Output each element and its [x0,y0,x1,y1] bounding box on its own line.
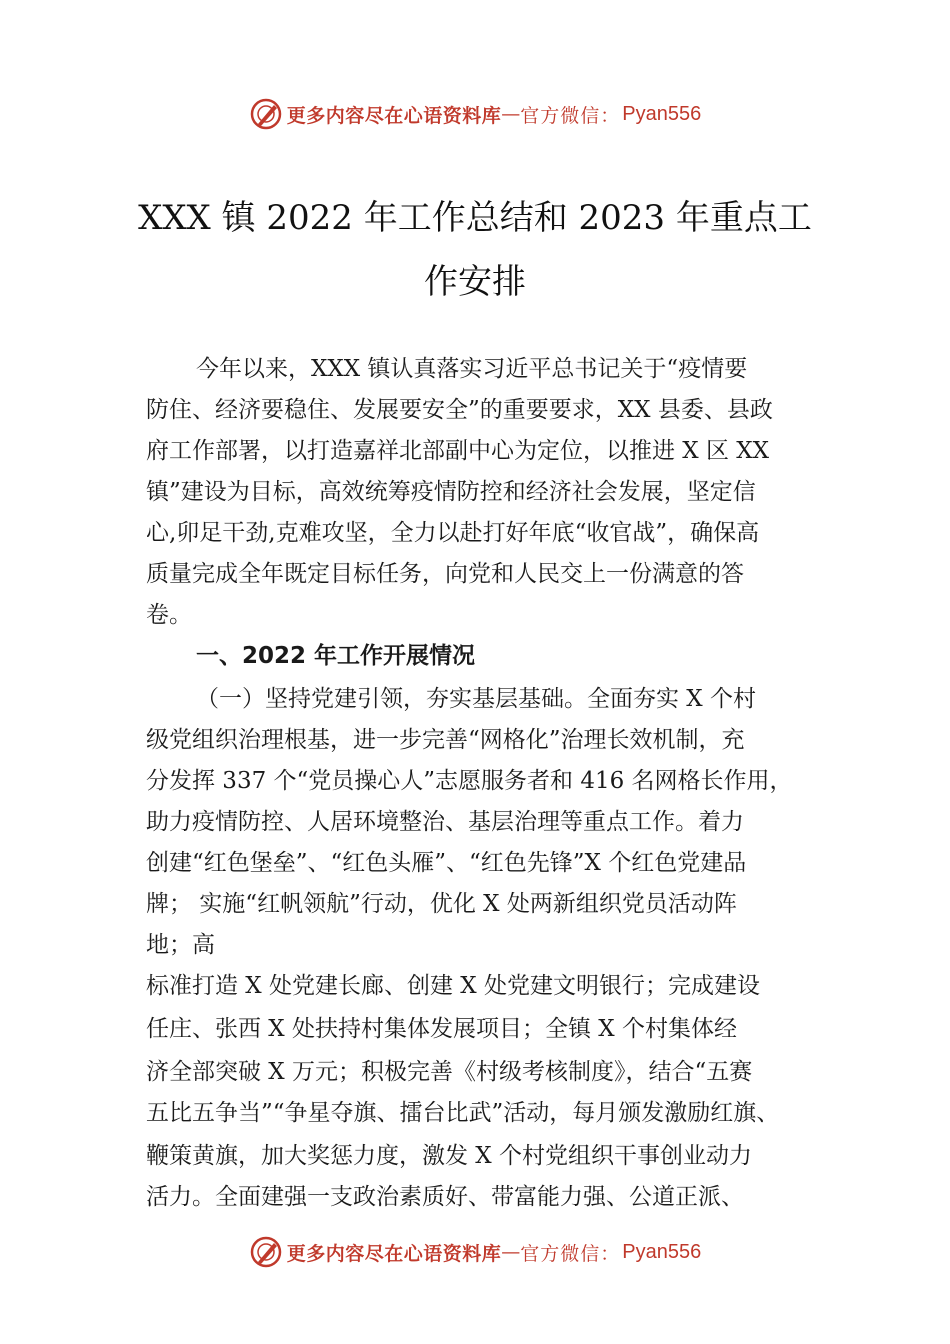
banner-site-text: 更多内容尽在心语资料库 [286,104,502,127]
page-title [120,186,830,314]
body-line: 质量完成全年既定目标任务，向党和人民交上一份满意的答 [146,561,744,587]
banner-dash: — [501,103,521,125]
body-line: 级党组织治理根基，进一步完善“网格化”治理长效机制，充 [146,727,745,753]
banner-dash: — [501,1241,521,1263]
banner-wechat-id: Pyan556 [622,1240,702,1263]
pen-logo-icon [249,97,283,131]
body-line: 府工作部署，以打造嘉祥北部副中心为定位，以推进 X 区 XX [146,438,770,464]
body-line: 牌； 实施“红帆领航”行动，优化 X 处两新组织党员活动阵 [146,891,737,917]
body-line: 任庄、张西 X 处扶持村集体发展项目；全镇 X 个村集体经 [146,1016,737,1042]
pen-logo-icon [249,1235,283,1269]
body-line: 镇”建设为目标，高效统筹疫情防控和经济社会发展，坚定信 [146,479,756,505]
banner-wechat-id: Pyan556 [622,102,702,125]
body-line: 心,卯足干劲,克难攻坚，全力以赴打好年底“收官战”，确保高 [146,520,760,546]
body-line: 济全部突破 X 万元；积极完善《村级考核制度》，结合“五赛 [146,1059,753,1085]
body-line: 标准打造 X 处党建长廊、创建 X 处党建文明银行；完成建设 [146,973,760,999]
header-watermark-banner [0,94,950,134]
title-line-1: XXX 镇 2022 年工作总结和 2023 年重点工 [138,198,812,238]
footer-watermark-banner [0,1232,950,1272]
body-line: （一）坚持党建引领，夯实基层基础。全面夯实 X 个村 [196,686,756,712]
banner-wechat-label: 官方微信： [520,1242,621,1265]
body-line: 卷。 [146,602,192,628]
body-line: 分发挥 337 个“党员操心人”志愿服务者和 416 名网格长作用， [146,768,793,794]
body-line: 鞭策黄旗，加大奖惩力度，激发 X 个村党组织干事创业动力 [146,1143,752,1169]
body-line: 今年以来，XXX 镇认真落实习近平总书记关于“疫情要 [196,356,748,382]
body-line: 活力。全面建强一支政治素质好、带富能力强、公道正派、 [146,1184,744,1210]
body-line: 创建“红色堡垒”、“红色头雁”、“红色先锋”X 个红色党建品 [146,850,747,876]
body-line: 五比五争当”“争星夺旗、擂台比武”活动，每月颁发激励红旗、 [146,1100,780,1126]
title-line-2: 作安排 [424,262,526,302]
section-heading: 一、2022 年工作开展情况 [196,643,476,669]
banner-wechat-label: 官方微信： [520,104,621,127]
banner-site-text: 更多内容尽在心语资料库 [286,1242,502,1265]
body-line: 助力疫情防控、人居环境整治、基层治理等重点工作。着力 [146,809,744,835]
body-line: 防住、经济要稳住、发展要安全”的重要要求，XX 县委、县政 [146,397,773,423]
body-line: 地；高 [146,932,215,958]
